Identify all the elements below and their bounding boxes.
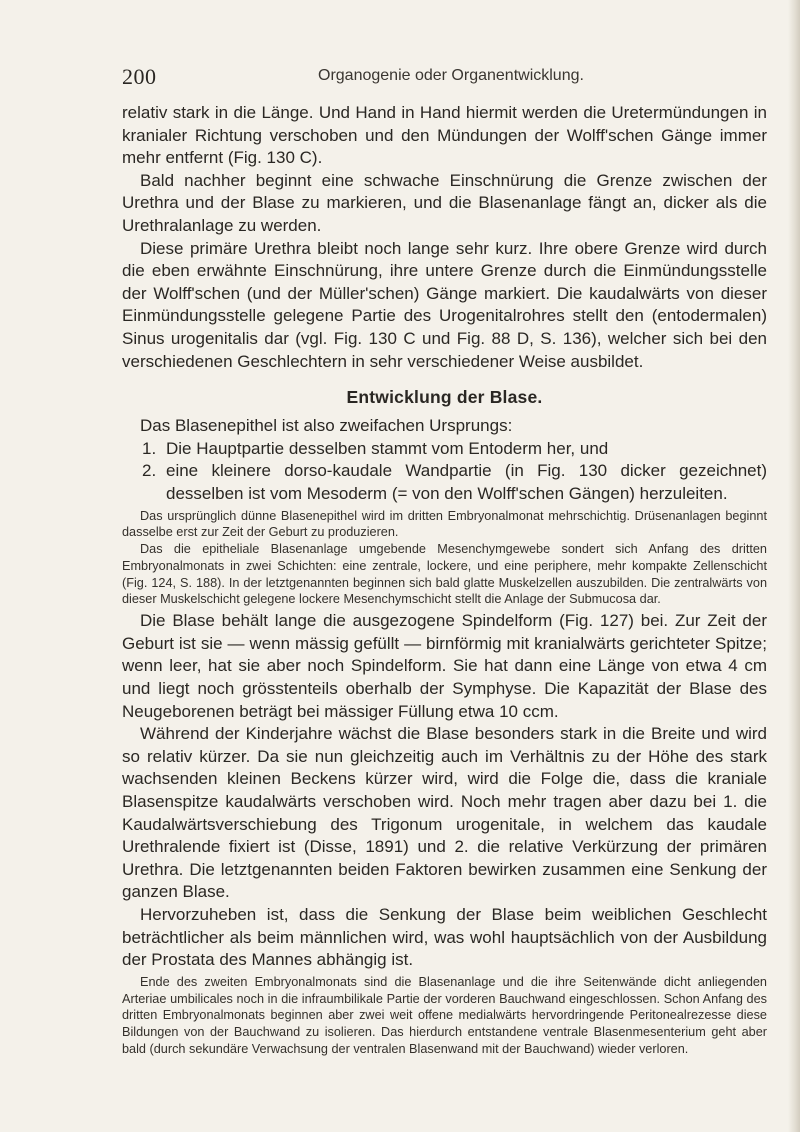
body-text bbox=[122, 102, 767, 1058]
list-number: 2. bbox=[142, 461, 157, 481]
paragraph-7: Hervorzuheben ist, dass die Senkung der Blase beim weiblichen Geschlecht beträchtlicher als beim männlichen wird, was wohl hauptsächlich von der Ausbildung der Prostata des Mannes abhängig ist. bbox=[122, 905, 767, 970]
small-print-1: Das ursprünglich dünne Blasenepithel wird im dritten Embryonalmonat mehrschichtig. Drüsenanlagen beginnt dasselbe erst zur Zeit der Geburt zu produzieren. bbox=[122, 508, 767, 540]
paragraph-5: Die Blase behält lange die ausgezogene Spindelform (Fig. 127) bei. Zur Zeit der Geburt ist sie — wenn mässig gefüllt — birnförmig mit kranialwärts gerichteter Spitze; wenn leer, hat sie aber noch Spindelform. Sie hat dann eine Länge von etwa 4 cm und liegt noch grösstenteils oberhalb der Symphyse. Die Kapazität der Blase des Neugeborenen beträgt bei mässiger Füllung etwa 10 ccm. bbox=[122, 611, 767, 721]
list-number: 1. bbox=[142, 438, 157, 458]
paragraph-6: Während der Kinderjahre wächst die Blase besonders stark in die Breite und wird so relativ kürzer. Da sie nun gleichzeitig auch im Verhältnis zu der Höhe des stark wachsenden kleinen Beckens kürzer wird, wird die Folge die, dass die kraniale Blasenspitze kaudalwärts verschoben wird. Noch mehr tragen aber dazu bei 1. die Kaudalwärtsverschiebung des Trigonum urogenitale, in welchem das kaudale Urethralende fixiert ist (Disse, 1891) und 2. die relative Verkürzung der primären Urethra. Die letztgenannten beiden Faktoren bewirken zusammen eine Senkung der ganzen Blase. bbox=[122, 724, 767, 902]
page-header bbox=[122, 64, 742, 94]
paragraph-1: relativ stark in die Länge. Und Hand in Hand hiermit werden die Uretermündungen in kranialer Richtung verschoben und den Mündungen der Wolff'schen Gänge immer mehr entfernt (Fig. 130 C). bbox=[122, 103, 767, 168]
paragraph-2: Bald nachher beginnt eine schwache Einschnürung die Grenze zwischen der Urethra und der Blase zu markieren, und die Blasenanlage fängt an, dicker als die Urethralanlage zu werden. bbox=[122, 170, 767, 235]
small-print-2: Das die epitheliale Blasenanlage umgebende Mesenchymgewebe sondert sich Anfang des dritten Embryonalmonats in zwei Schichten: eine zentrale, lockere, und eine periphere, mehr kompakte Zellenschicht (Fig. 124, S. 188). In der letztgenannten beginnen sich bald glatte Muskelzellen auszubilden. Die zentralwärts von dieser Muskelschicht gelegene lockere Mesenchymschicht stellt die Anlage der Submucosa dar. bbox=[122, 542, 767, 607]
page-number: 200 bbox=[122, 64, 157, 89]
paragraph-3: Diese primäre Urethra bleibt noch lange sehr kurz. Ihre obere Grenze wird durch die eben erwähnte Einschnürung, ihre untere Grenze durch die Einmündungsstelle der Wolff'schen (und der Müller'schen) Gänge markiert. Die kaudalwärts von dieser Einmündungsstelle gelegene Partie des Urogenitalrohres stellt den (entodermalen) Sinus urogenitalis dar (vgl. Fig. 130 C und Fig. 88 D, S. 136), welcher sich bei den verschiedenen Geschlechtern in sehr verschiedener Weise ausbildet. bbox=[122, 238, 767, 371]
section-heading: Entwicklung der Blase. bbox=[346, 387, 543, 408]
list-text: Die Hauptpartie desselben stammt vom Entoderm her, und bbox=[166, 438, 609, 458]
page-edge-shadow bbox=[788, 0, 800, 1132]
small-print-3: Ende des zweiten Embryonalmonats sind die Blasenanlage und die ihre Seitenwände dicht anliegenden Arteriae umbilicales noch in die infraumbilikale Partie der vorderen Bauchwand eingeschlossen. Schon Anfang des dritten Embryonalmonats beginnen aber zwei weit offene medialwärts hervordringende Peritonealrezesse diese Bildungen von der Bauchwand zu isolieren. Das hierdurch entstandene ventrale Blasenmesenterium geht aber bald (durch sekundäre Verwachsung der ventralen Blasenwand mit der Bauchwand) wieder verloren. bbox=[122, 974, 767, 1056]
running-head: Organogenie oder Organentwicklung. bbox=[318, 67, 584, 84]
list-item bbox=[122, 438, 767, 461]
paragraph-4: Das Blasenepithel ist also zweifachen Ursprungs: bbox=[140, 416, 513, 436]
list-text: eine kleinere dorso-kaudale Wandpartie (in Fig. 130 dicker gezeichnet) desselben ist vom Mesoderm (= von den Wolff'schen Gängen) herzuleiten. bbox=[166, 461, 767, 503]
list-item bbox=[122, 460, 767, 505]
